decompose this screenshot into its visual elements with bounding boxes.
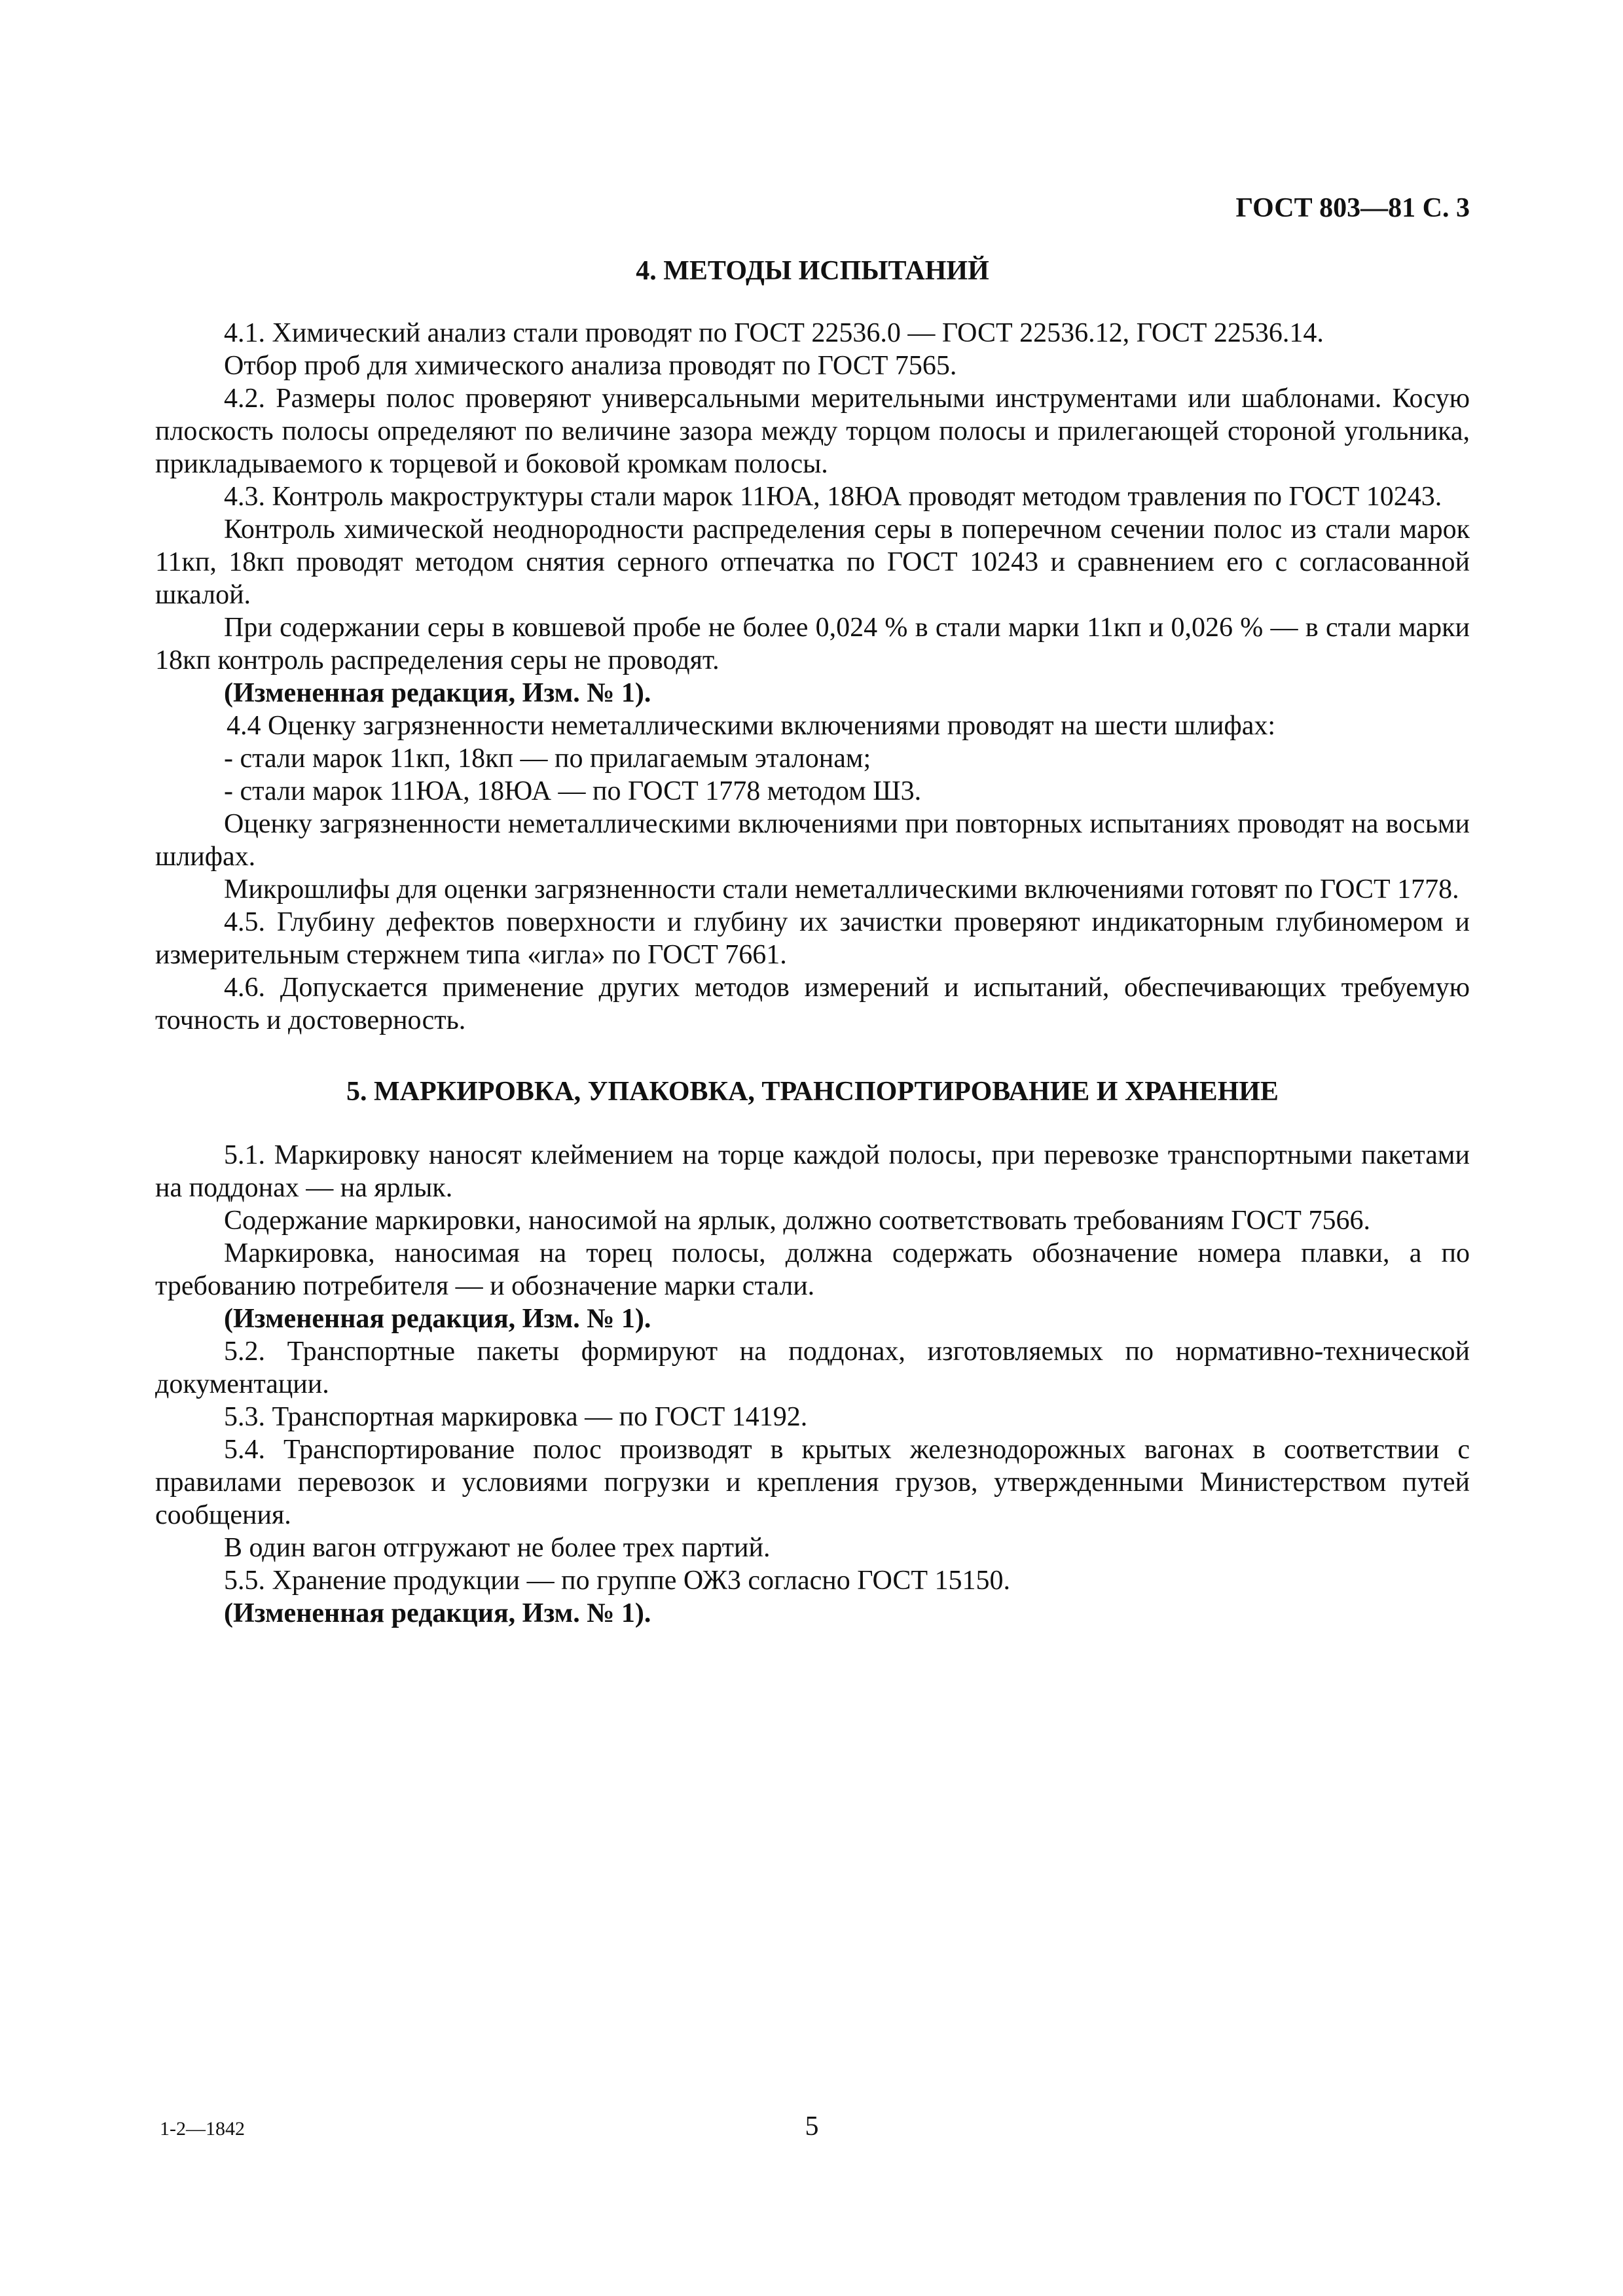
paragraph: 4.3. Контроль макроструктуры стали марок 11ЮА, 18ЮА проводят методом травления по ГОСТ 10243. bbox=[224, 482, 1442, 512]
paragraph: Микрошлифы для оценки загрязненности стали неметаллическими включениями готовят по ГОСТ 1778. bbox=[224, 874, 1459, 905]
paragraph: 5.2. Транспортные пакеты формируют на поддонах, изготовляемых по нормативно-технической документации. bbox=[155, 1336, 1470, 1399]
paragraph: Содержание маркировки, наносимой на ярлык, должно соответствовать требованиям ГОСТ 7566. bbox=[224, 1206, 1370, 1236]
amendment-note: (Измененная редакция, Изм. № 1). bbox=[224, 1304, 651, 1334]
paragraph: 4.5. Глубину дефектов поверхности и глубину их зачистки проверяют индикаторным глубиномером и измерительным стержнем типа «игла» по ГОСТ 7661. bbox=[155, 907, 1470, 970]
section-4-heading: 4. МЕТОДЫ ИСПЫТАНИЙ bbox=[636, 256, 989, 286]
paragraph: Маркировка, наносимая на торец полосы, должна содержать обозначение номера плавки, а по требованию потребителя — и обозначение марки стали. bbox=[155, 1238, 1470, 1301]
paragraph: 5.5. Хранение продукции — по группе ОЖ3 согласно ГОСТ 15150. bbox=[224, 1566, 1011, 1596]
amendment-note: (Измененная редакция, Изм. № 1). bbox=[224, 1598, 651, 1628]
paragraph: 4.2. Размеры полос проверяют универсальными мерительными инструментами или шаблонами. Косую плоскость полосы определяют по величине зазора между торцом полосы и прилегающей стороной угольника, прикладываемого к торцевой и боковой кромкам полосы. bbox=[155, 384, 1470, 479]
section-5-body bbox=[155, 1139, 1470, 1630]
paragraph: 5.3. Транспортная маркировка — по ГОСТ 14192. bbox=[224, 1402, 808, 1432]
paragraph: 4.4 Оценку загрязненности неметаллическими включениями проводят на шести шлифах: bbox=[227, 711, 1276, 741]
paragraph: 5.1. Маркировку наносят клеймением на торце каждой полосы, при перевозке транспортными пакетами на поддонах — на ярлык. bbox=[155, 1140, 1470, 1203]
paragraph: 5.4. Транспортирование полос производят в крытых железнодорожных вагонах в соответствии с правилами перевозок и условиями погрузки и крепления грузов, утвержденными Министерством путей сообщения. bbox=[155, 1435, 1470, 1530]
running-head: ГОСТ 803—81 С. 3 bbox=[1235, 193, 1470, 223]
section-4-body bbox=[155, 317, 1470, 1037]
paragraph: 4.6. Допускается применение других методов измерений и испытаний, обеспечивающих требуемую точность и достоверность. bbox=[155, 973, 1470, 1035]
paragraph: 4.1. Химический анализ стали проводят по ГОСТ 22536.0 — ГОСТ 22536.12, ГОСТ 22536.14. bbox=[224, 318, 1324, 348]
paragraph: Контроль химической неоднородности распределения серы в поперечном сечении полос из стали марок 11кп, 18кп проводят методом снятия серного отпечатка по ГОСТ 10243 и сравнением его с согласованной шкалой. bbox=[155, 514, 1470, 610]
paragraph: - стали марок 11ЮА, 18ЮА — по ГОСТ 1778 методом Ш3. bbox=[224, 776, 922, 806]
page-number: 5 bbox=[805, 2111, 819, 2142]
paragraph: Отбор проб для химического анализа проводят по ГОСТ 7565. bbox=[224, 351, 957, 381]
amendment-note: (Измененная редакция, Изм. № 1). bbox=[224, 678, 651, 708]
paragraph: В один вагон отгружают не более трех партий. bbox=[224, 1533, 771, 1563]
paragraph: Оценку загрязненности неметаллическими включениями при повторных испытаниях проводят на восьми шлифах. bbox=[155, 809, 1470, 872]
paragraph: При содержании серы в ковшевой пробе не более 0,024 % в стали марки 11кп и 0,026 % — в стали марки 18кп контроль распределения серы не проводят. bbox=[155, 613, 1470, 675]
section-5-heading: 5. МАРКИРОВКА, УПАКОВКА, ТРАНСПОРТИРОВАНИЕ И ХРАНЕНИЕ bbox=[346, 1077, 1279, 1107]
document-page bbox=[155, 190, 1470, 1630]
paragraph: - стали марок 11кп, 18кп — по прилагаемым эталонам; bbox=[224, 744, 871, 774]
print-code: 1-2—1842 bbox=[160, 2118, 245, 2140]
